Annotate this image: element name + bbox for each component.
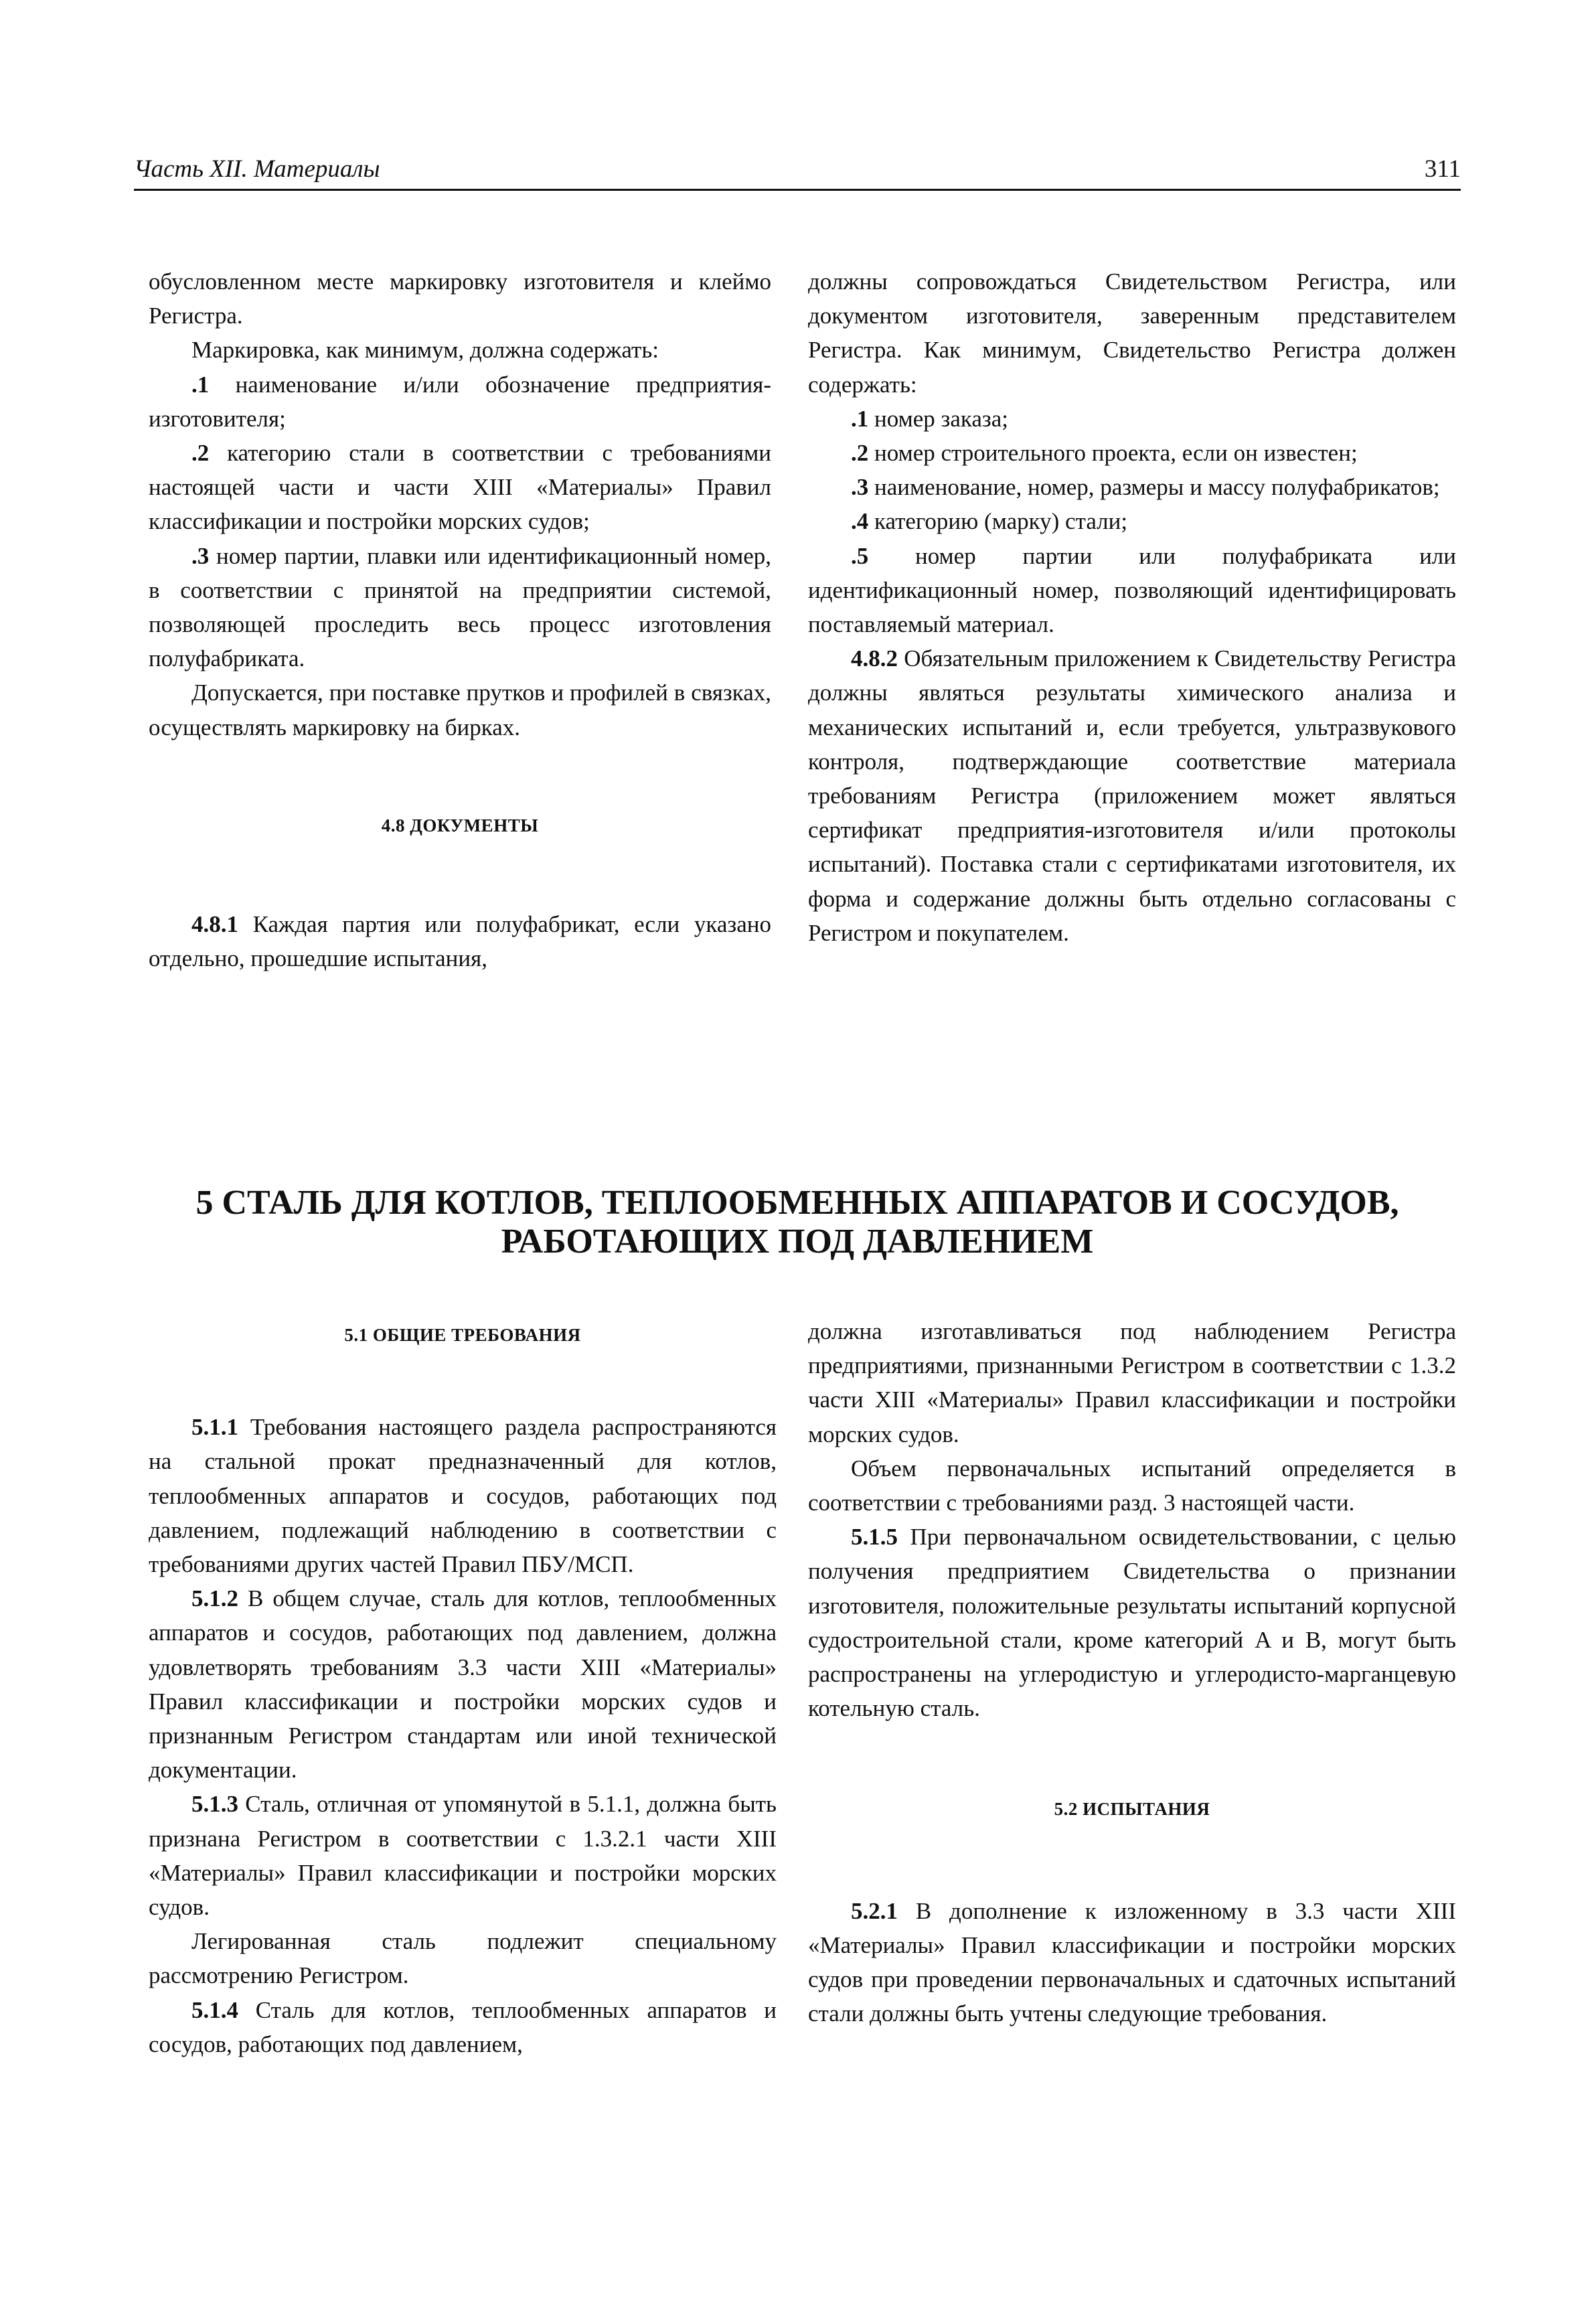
clause [149, 1993, 777, 2061]
list-item [808, 436, 1456, 470]
column-bottom-right [808, 1314, 1456, 2031]
clause-text: Сталь для котлов, теплообменных аппаратов и сосудов, работающих под давлением, [149, 1996, 777, 2057]
section-title-line-1: 5 СТАЛЬ ДЛЯ КОТЛОВ, ТЕПЛООБМЕННЫХ АППАРАТОВ И СОСУДОВ, [195, 1184, 1399, 1222]
clause-number: 5.1.5 [851, 1524, 898, 1551]
paragraph: обусловленном месте маркировку изготовителя и клеймо Регистра. [149, 268, 771, 329]
item-number: .3 [851, 474, 869, 501]
paragraph: Маркировка, как минимум, должна содержать: [191, 337, 659, 364]
paragraph: должны сопровождаться Свидетельством Регистра, или документом изготовителя, заверенным представителем Регистра. Как минимум, Свидетельство Регистра должен содержать: [808, 268, 1456, 398]
clause-text: Требования настоящего раздела распространяются на стальной прокат предназначенный для котлов, теплообменных аппаратов и сосудов, работающих под давлением, подлежащий наблюдению в соответствии с требованиями других частей Правил ПБУ/МСП. [149, 1414, 777, 1578]
part-title: Часть XII. Материалы [134, 155, 380, 183]
item-number: .3 [191, 542, 210, 569]
column-bottom-left [149, 1314, 777, 2061]
subsection-heading: 4.8 ДОКУМЕНТЫ [381, 815, 539, 836]
clause-number: 5.1.2 [191, 1585, 238, 1612]
paragraph: должна изготавливаться под наблюдением Регистра предприятиями, признанными Регистром в соответствии с 1.3.2 части XIII «Материалы» Правил классификации и постройки морских судов. [808, 1318, 1456, 1447]
clause [808, 641, 1456, 950]
item-text: наименование, номер, размеры и массу полуфабрикатов; [868, 474, 1440, 501]
clause-number: 4.8.1 [191, 911, 238, 938]
list-item [808, 504, 1456, 538]
list-item [808, 539, 1456, 642]
item-number: .2 [851, 440, 869, 467]
clause-number: 5.1.3 [191, 1791, 238, 1818]
clause-number: 5.2.1 [851, 1897, 898, 1924]
list-item [149, 436, 771, 539]
clause-number: 5.1.1 [191, 1414, 238, 1441]
paragraph: Объем первоначальных испытаний определяется в соответствии с требованиями разд. 3 настоящей части. [808, 1455, 1456, 1516]
subsection-heading: 5.1 ОБЩИЕ ТРЕБОВАНИЯ [344, 1325, 581, 1345]
clause [149, 1410, 777, 1581]
list-item [808, 402, 1456, 436]
clause-text: Каждая партия или полуфабрикат, если указано отдельно, прошедшие испытания, [149, 911, 771, 972]
running-header [134, 149, 1461, 191]
item-text: наименование и/или обозначение предприятия-изготовителя; [149, 371, 771, 432]
clause [149, 1581, 777, 1787]
clause-text: В дополнение к изложенному в 3.3 части XIII «Материалы» Правил классификации и постройки морских судов при проведении первоначальных и сдаточных испытаний стали должны быть учтены следующие требования. [808, 1897, 1456, 2027]
clause-number: 4.8.2 [851, 645, 898, 672]
item-text: номер заказа; [868, 405, 1008, 432]
clause-text: При первоначальном освидетельствовании, с целью получения предприятием Свидетельства о признании изготовителя, положительные результаты испытаний корпусной судостроительной стали, кроме категорий A и B, могут быть распространены на углеродистую и углеродисто-марганцевую котельную сталь. [808, 1524, 1456, 1722]
clause-text: В общем случае, сталь для котлов, теплообменных аппаратов и сосудов, работающих под давлением, должна удовлетворять требованиям 3.3 части XIII «Материалы» Правил классификации и постройки морских судов и признанным Регистром стандартам или иной технической документации. [149, 1585, 777, 1783]
item-number: .1 [851, 405, 869, 432]
item-text: номер партии или полуфабриката или идентификационный номер, позволяющий идентифицировать поставляемый материал. [808, 542, 1456, 638]
item-text: номер партии, плавки или идентификационный номер, в соответствии с принятой на предприятии системой, позволяющей проследить весь процесс изготовления полуфабриката. [149, 542, 771, 672]
clause [808, 1894, 1456, 2031]
paragraph: Легированная сталь подлежит специальному рассмотрению Регистром. [149, 1928, 777, 1989]
page-number: 311 [1424, 155, 1461, 183]
list-item [149, 368, 771, 436]
clause [149, 1787, 777, 1924]
subsection-heading: 5.2 ИСПЫТАНИЯ [1054, 1799, 1210, 1820]
clause-text: Обязательным приложением к Свидетельству Регистра должны являться результаты химического анализа и механических испытаний и, если требуется, ультразвукового контроля, подтверждающие соответствие материала требованиям Регистра (приложением может являться сертификат предприятия-изготовителя и/или протоколы испытаний). Поставка стали с сертификатами изготовителя, их форма и содержание должны быть отдельно согласованы с Регистром и покупателем. [808, 645, 1456, 946]
clause-number: 5.1.4 [191, 1996, 238, 2023]
item-number: .5 [851, 542, 869, 569]
item-number: .4 [851, 508, 869, 535]
item-number: .2 [191, 440, 210, 467]
list-item [149, 539, 771, 676]
section-title-line-2: РАБОТАЮЩИХ ПОД ДАВЛЕНИЕМ [501, 1222, 1094, 1261]
clause [149, 907, 771, 975]
section-title [134, 1184, 1461, 1261]
paragraph: Допускается, при поставке прутков и профилей в связках, осуществлять маркировку на бирках. [149, 680, 771, 740]
clause [808, 1520, 1456, 1725]
item-text: номер строительного проекта, если он известен; [868, 440, 1358, 467]
item-text: категорию (марку) стали; [868, 508, 1128, 535]
item-text: категорию стали в соответствии с требованиями настоящей части и части XIII «Материалы» Правил классификации и постройки морских судов; [149, 440, 771, 535]
item-number: .1 [191, 371, 210, 398]
column-top-right [808, 264, 1456, 950]
column-top-left [149, 264, 771, 975]
list-item [808, 470, 1456, 504]
clause-text: Сталь, отличная от упомянутой в 5.1.1, должна быть признана Регистром в соответствии с 1.3.2.1 части XIII «Материалы» Правил классификации и постройки морских судов. [149, 1791, 777, 1921]
